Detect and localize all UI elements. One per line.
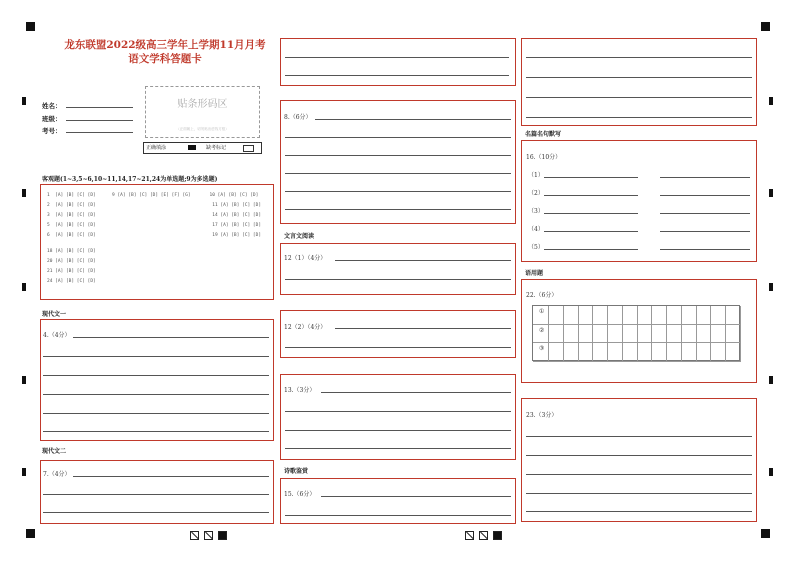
correct-fill-sample xyxy=(188,145,196,150)
corner-mark-bottom-left xyxy=(26,529,35,538)
corner-mark-top-left xyxy=(26,22,35,31)
timing-mark xyxy=(769,376,773,384)
answer-line[interactable] xyxy=(285,191,511,192)
objective-row[interactable]: 1 [A] [B] [C] [D] 9 [A] [B] [C] [D] [E] [F] [G] 10 [A] [B] [C] [D] xyxy=(47,193,259,198)
answer-line[interactable] xyxy=(321,496,511,497)
barcode-area xyxy=(145,86,260,138)
q13-label: 13.（3分） xyxy=(284,387,316,394)
page-mark xyxy=(465,531,474,540)
q12-1-label: 12（1）（4分） xyxy=(284,255,327,262)
answer-line[interactable] xyxy=(43,394,269,395)
objective-box xyxy=(40,184,274,300)
objective-row[interactable]: 18 [A] [B] [C] [D] xyxy=(47,249,96,254)
grid-cell[interactable] xyxy=(726,343,741,362)
correct-fill-label: 正确填涂 xyxy=(146,145,167,151)
answer-line[interactable] xyxy=(544,195,638,196)
grid-cell[interactable] xyxy=(726,306,741,325)
grid-cell[interactable] xyxy=(549,306,564,325)
grid-cell[interactable] xyxy=(608,306,623,325)
answer-line[interactable] xyxy=(43,494,269,495)
section-modern-text-2: 现代文二 xyxy=(42,448,67,455)
answer-line[interactable] xyxy=(526,436,752,437)
grid-cell[interactable] xyxy=(608,325,623,344)
answer-line[interactable] xyxy=(544,177,638,178)
grid-cell[interactable] xyxy=(682,325,697,344)
grid-cell[interactable] xyxy=(682,306,697,325)
answer-line[interactable] xyxy=(335,260,511,261)
answer-line[interactable] xyxy=(544,213,638,214)
q16-item-label: （5） xyxy=(528,244,544,251)
timing-mark xyxy=(22,97,26,105)
objective-row[interactable]: 6 [A] [B] [C] [D] 19 [A] [B] [C] [D] xyxy=(47,233,262,238)
q22-label: 22.（6分） xyxy=(526,292,558,299)
grid-cell[interactable] xyxy=(682,343,697,362)
answer-line[interactable] xyxy=(544,231,638,232)
objective-row[interactable]: 24 [A] [B] [C] [D] xyxy=(47,279,96,284)
grid-cell[interactable] xyxy=(623,325,638,344)
grid-cell[interactable] xyxy=(667,306,682,325)
grid-cell[interactable] xyxy=(623,306,638,325)
barcode-label: 贴条形码区 xyxy=(177,99,228,110)
name-label: 姓名： xyxy=(42,102,62,110)
answer-line[interactable] xyxy=(526,57,752,58)
answer-line[interactable] xyxy=(285,411,511,412)
q16-answer-box[interactable] xyxy=(521,140,757,262)
q8-label: 8.（6分） xyxy=(284,114,312,121)
q22-row-label: ② xyxy=(539,327,545,334)
class-field[interactable] xyxy=(66,120,133,121)
answer-line[interactable] xyxy=(335,328,511,329)
answer-line[interactable] xyxy=(73,476,269,477)
grid-cell[interactable] xyxy=(593,306,608,325)
grid-cell[interactable] xyxy=(564,325,579,344)
answer-line[interactable] xyxy=(660,249,750,250)
answer-line[interactable] xyxy=(43,431,269,432)
grid-cell[interactable] xyxy=(667,343,682,362)
answer-line[interactable] xyxy=(285,515,511,516)
grid-cell[interactable] xyxy=(667,325,682,344)
absent-label: 缺考标记 xyxy=(206,145,227,151)
answer-line[interactable] xyxy=(526,97,752,98)
grid-cell[interactable] xyxy=(711,306,726,325)
answer-line[interactable] xyxy=(526,493,752,494)
grid-cell[interactable] xyxy=(711,325,726,344)
exam-title: 龙东联盟2022级高三学年上学期11月月考 xyxy=(64,39,266,51)
answer-line[interactable] xyxy=(660,177,750,178)
continued-answer-box-right[interactable] xyxy=(521,38,757,126)
answer-line[interactable] xyxy=(73,337,269,338)
q13-answer-box[interactable] xyxy=(280,374,516,460)
section-classical-reading: 文言文阅读 xyxy=(284,233,315,240)
section-poetry-appreciation: 诗歌鉴赏 xyxy=(284,468,309,475)
answer-line[interactable] xyxy=(526,77,752,78)
name-field[interactable] xyxy=(66,107,133,108)
q12-2-label: 12（2）（4分） xyxy=(284,324,327,331)
timing-mark xyxy=(22,376,26,384)
grid-cell[interactable] xyxy=(697,325,712,344)
grid-cell[interactable] xyxy=(564,306,579,325)
grid-cell[interactable] xyxy=(638,325,653,344)
timing-mark xyxy=(22,283,26,291)
grid-cell[interactable] xyxy=(579,325,594,344)
grid-cell[interactable] xyxy=(652,306,667,325)
answer-line[interactable] xyxy=(43,356,269,357)
corner-mark-bottom-right xyxy=(761,529,770,538)
grid-cell[interactable] xyxy=(593,343,608,362)
timing-mark xyxy=(769,189,773,197)
grid-cell[interactable] xyxy=(593,325,608,344)
answer-line[interactable] xyxy=(660,213,750,214)
answer-line[interactable] xyxy=(660,231,750,232)
corner-mark-top-right xyxy=(761,22,770,31)
grid-cell[interactable] xyxy=(697,306,712,325)
page-mark xyxy=(218,531,227,540)
timing-mark xyxy=(769,97,773,105)
answer-sheet-title: 语文学科答题卡 xyxy=(128,53,202,65)
q22-row-label: ① xyxy=(539,308,545,315)
q12-2-answer-box[interactable] xyxy=(280,310,516,358)
answer-line[interactable] xyxy=(43,512,269,513)
q16-item-label: （1） xyxy=(528,172,544,179)
answer-line[interactable] xyxy=(285,155,511,156)
q16-label: 16.（10分） xyxy=(526,154,562,161)
q22-row-label: ③ xyxy=(539,345,545,352)
q4-label: 4.（4分） xyxy=(43,332,71,339)
timing-mark xyxy=(769,283,773,291)
answer-line[interactable] xyxy=(43,375,269,376)
grid-cell[interactable] xyxy=(638,343,653,362)
q23-answer-box[interactable] xyxy=(521,398,757,522)
grid-cell[interactable] xyxy=(549,343,564,362)
grid-cell[interactable] xyxy=(726,325,741,344)
timing-mark xyxy=(769,468,773,476)
objective-row[interactable]: 21 [A] [B] [C] [D] xyxy=(47,269,96,274)
exam-number-label: 考号： xyxy=(42,127,62,135)
q16-item-label: （4） xyxy=(528,226,544,233)
objective-heading: 客观题(1~3,5~6,10~11,14,17~21,24为单选题;9为多选题) xyxy=(42,176,218,183)
page-mark xyxy=(204,531,213,540)
exam-number-field[interactable] xyxy=(66,132,133,133)
answer-line[interactable] xyxy=(285,430,511,431)
class-label: 班级： xyxy=(42,115,62,123)
section-famous-quotes: 名篇名句默写 xyxy=(525,131,562,138)
q22-grid[interactable] xyxy=(532,305,740,361)
answer-line[interactable] xyxy=(660,195,750,196)
q7-label: 7.（4分） xyxy=(43,471,71,478)
q16-item-label: （2） xyxy=(528,190,544,197)
answer-line[interactable] xyxy=(285,137,511,138)
answer-line[interactable] xyxy=(544,249,638,250)
timing-mark xyxy=(22,468,26,476)
q23-label: 23.（3分） xyxy=(526,412,558,419)
objective-row[interactable]: 5 [A] [B] [C] [D] 17 [A] [B] [C] [D] xyxy=(47,223,262,228)
section-language-use: 语用题 xyxy=(525,270,544,277)
grid-cell[interactable] xyxy=(652,343,667,362)
answer-line[interactable] xyxy=(43,413,269,414)
answer-line[interactable] xyxy=(526,117,752,118)
grid-cell[interactable] xyxy=(564,343,579,362)
grid-cell[interactable] xyxy=(549,325,564,344)
grid-cell[interactable] xyxy=(697,343,712,362)
q12-1-answer-box[interactable] xyxy=(280,243,516,295)
grid-cell[interactable] xyxy=(579,343,594,362)
grid-cell[interactable] xyxy=(652,325,667,344)
grid-cell[interactable] xyxy=(711,343,726,362)
absent-checkbox[interactable] xyxy=(243,145,254,152)
section-modern-text-1: 现代文一 xyxy=(42,311,67,318)
objective-row[interactable]: 20 [A] [B] [C] [D] xyxy=(47,259,96,264)
q4-answer-box[interactable] xyxy=(40,319,274,441)
answer-line[interactable] xyxy=(285,209,511,210)
objective-row[interactable]: 2 [A] [B] [C] [D] 11 [A] [B] [C] [D] xyxy=(47,203,262,208)
answer-line[interactable] xyxy=(526,455,752,456)
grid-cell[interactable] xyxy=(638,306,653,325)
grid-cell[interactable] xyxy=(608,343,623,362)
answer-line[interactable] xyxy=(321,392,511,393)
q7-answer-box[interactable] xyxy=(40,460,274,524)
grid-cell[interactable] xyxy=(579,306,594,325)
answer-line[interactable] xyxy=(285,173,511,174)
grid-cell[interactable] xyxy=(623,343,638,362)
fill-legend xyxy=(143,142,262,154)
q15-label: 15.（6分） xyxy=(284,491,316,498)
timing-mark xyxy=(22,189,26,197)
answer-line[interactable] xyxy=(285,57,509,58)
answer-line[interactable] xyxy=(526,474,752,475)
q15-answer-box[interactable] xyxy=(280,478,516,524)
page-mark xyxy=(190,531,199,540)
answer-line[interactable] xyxy=(526,511,752,512)
answer-line[interactable] xyxy=(285,347,511,348)
continued-answer-box[interactable] xyxy=(280,38,516,86)
answer-line[interactable] xyxy=(285,279,511,280)
objective-row[interactable]: 3 [A] [B] [C] [D] 14 [A] [B] [C] [D] xyxy=(47,213,262,218)
page-mark xyxy=(479,531,488,540)
q8-answer-box[interactable] xyxy=(280,100,516,224)
barcode-note: （正面朝上，切勿贴出虚线方框） xyxy=(176,127,229,131)
answer-line[interactable] xyxy=(285,75,509,76)
answer-line[interactable] xyxy=(285,448,511,449)
page-mark xyxy=(493,531,502,540)
q16-item-label: （3） xyxy=(528,208,544,215)
answer-line[interactable] xyxy=(315,119,511,120)
